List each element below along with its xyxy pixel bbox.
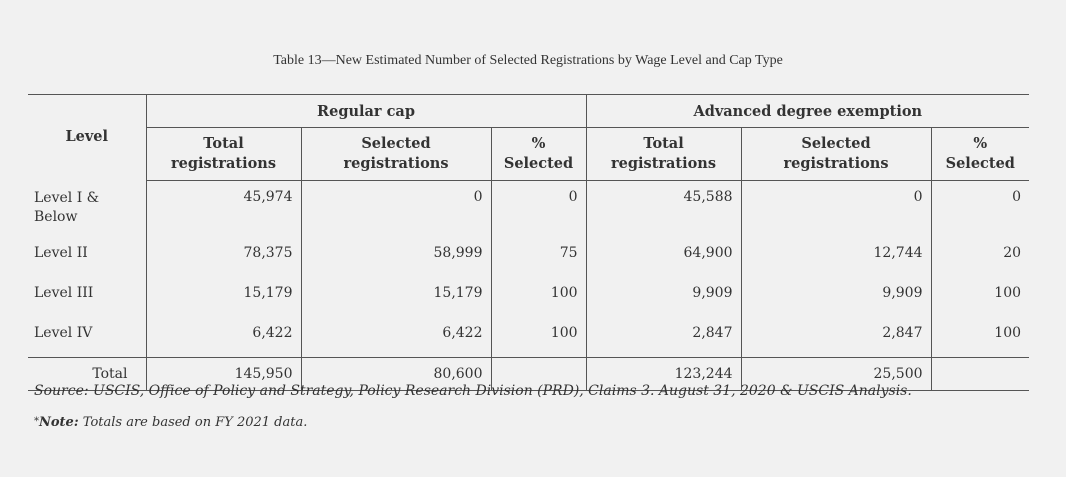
asterisk: *	[34, 416, 39, 427]
adv-total-cell: 123,244	[586, 358, 741, 391]
reg-selected-cell: 58,999	[301, 237, 491, 277]
reg-total-cell: 145,950	[146, 358, 301, 391]
adv-selected-cell: 0	[741, 181, 931, 238]
row-label: Level I & Below	[28, 181, 146, 238]
adv-total-header: Total registrations	[586, 128, 741, 181]
adv-selected-cell: 9,909	[741, 277, 931, 317]
adv-pct-cell: 100	[994, 325, 1022, 341]
table-row	[28, 237, 1029, 277]
reg-pct-header: % Selected	[491, 128, 586, 181]
footnote	[34, 415, 307, 430]
adv-pct-cell: 100	[994, 285, 1022, 301]
reg-pct-cell: 75	[491, 237, 586, 277]
adv-total-cell: 9,909	[586, 277, 741, 317]
group-header-row	[28, 95, 1029, 128]
row-label: Level III	[28, 277, 146, 317]
registrations-table	[28, 94, 1029, 391]
table-caption: Table 13—New Estimated Number of Selected Registrations by Wage Level and Cap Type	[273, 53, 783, 68]
reg-selected-header: Selected registrations	[301, 128, 491, 181]
reg-selected-cell: 6,422	[301, 317, 491, 358]
reg-total-cell: 45,974	[146, 181, 301, 238]
adv-total-cell: 45,588	[586, 181, 741, 238]
reg-selected-cell: 15,179	[301, 277, 491, 317]
adv-selected-cell: 12,744	[741, 237, 931, 277]
table-row	[28, 277, 1029, 317]
adv-selected-header: Selected registrations	[741, 128, 931, 181]
table-row	[28, 317, 1029, 358]
reg-pct-cell: 0	[491, 181, 586, 238]
note-text: Totals are based on FY 2021 data.	[82, 415, 308, 430]
row-label: Level IV	[28, 317, 146, 358]
column-header-row	[28, 128, 1029, 181]
row-label: Level II	[28, 237, 146, 277]
advanced-degree-header: Advanced degree exemption	[586, 95, 1029, 128]
reg-selected-cell: 80,600	[301, 358, 491, 391]
adv-total-cell: 64,900	[586, 237, 741, 277]
note-label: Note:	[39, 415, 79, 430]
reg-pct-cell: 100	[491, 277, 586, 317]
reg-total-header: Total registrations	[146, 128, 301, 181]
source-note: Source: USCIS, Office of Policy and Strategy, Policy Research Division (PRD), Claims 3. August 31, 2020 & USCIS Analysis.	[34, 383, 912, 399]
total-label: Total	[28, 358, 146, 391]
level-header: Level	[28, 95, 146, 181]
adv-pct-cell: 0	[1012, 189, 1022, 205]
adv-pct-cell: 20	[1003, 245, 1022, 261]
adv-selected-cell: 25,500	[741, 358, 931, 391]
reg-total-cell: 6,422	[146, 317, 301, 358]
reg-total-cell: 78,375	[146, 237, 301, 277]
reg-pct-cell: 100	[491, 317, 586, 358]
reg-total-cell: 15,179	[146, 277, 301, 317]
table-row	[28, 181, 1029, 238]
reg-selected-cell: 0	[301, 181, 491, 238]
adv-total-cell: 2,847	[586, 317, 741, 358]
adv-pct-header: % Selected	[931, 128, 1029, 181]
adv-pct-cell	[931, 358, 1029, 391]
adv-selected-cell: 2,847	[741, 317, 931, 358]
regular-cap-header: Regular cap	[146, 95, 586, 128]
